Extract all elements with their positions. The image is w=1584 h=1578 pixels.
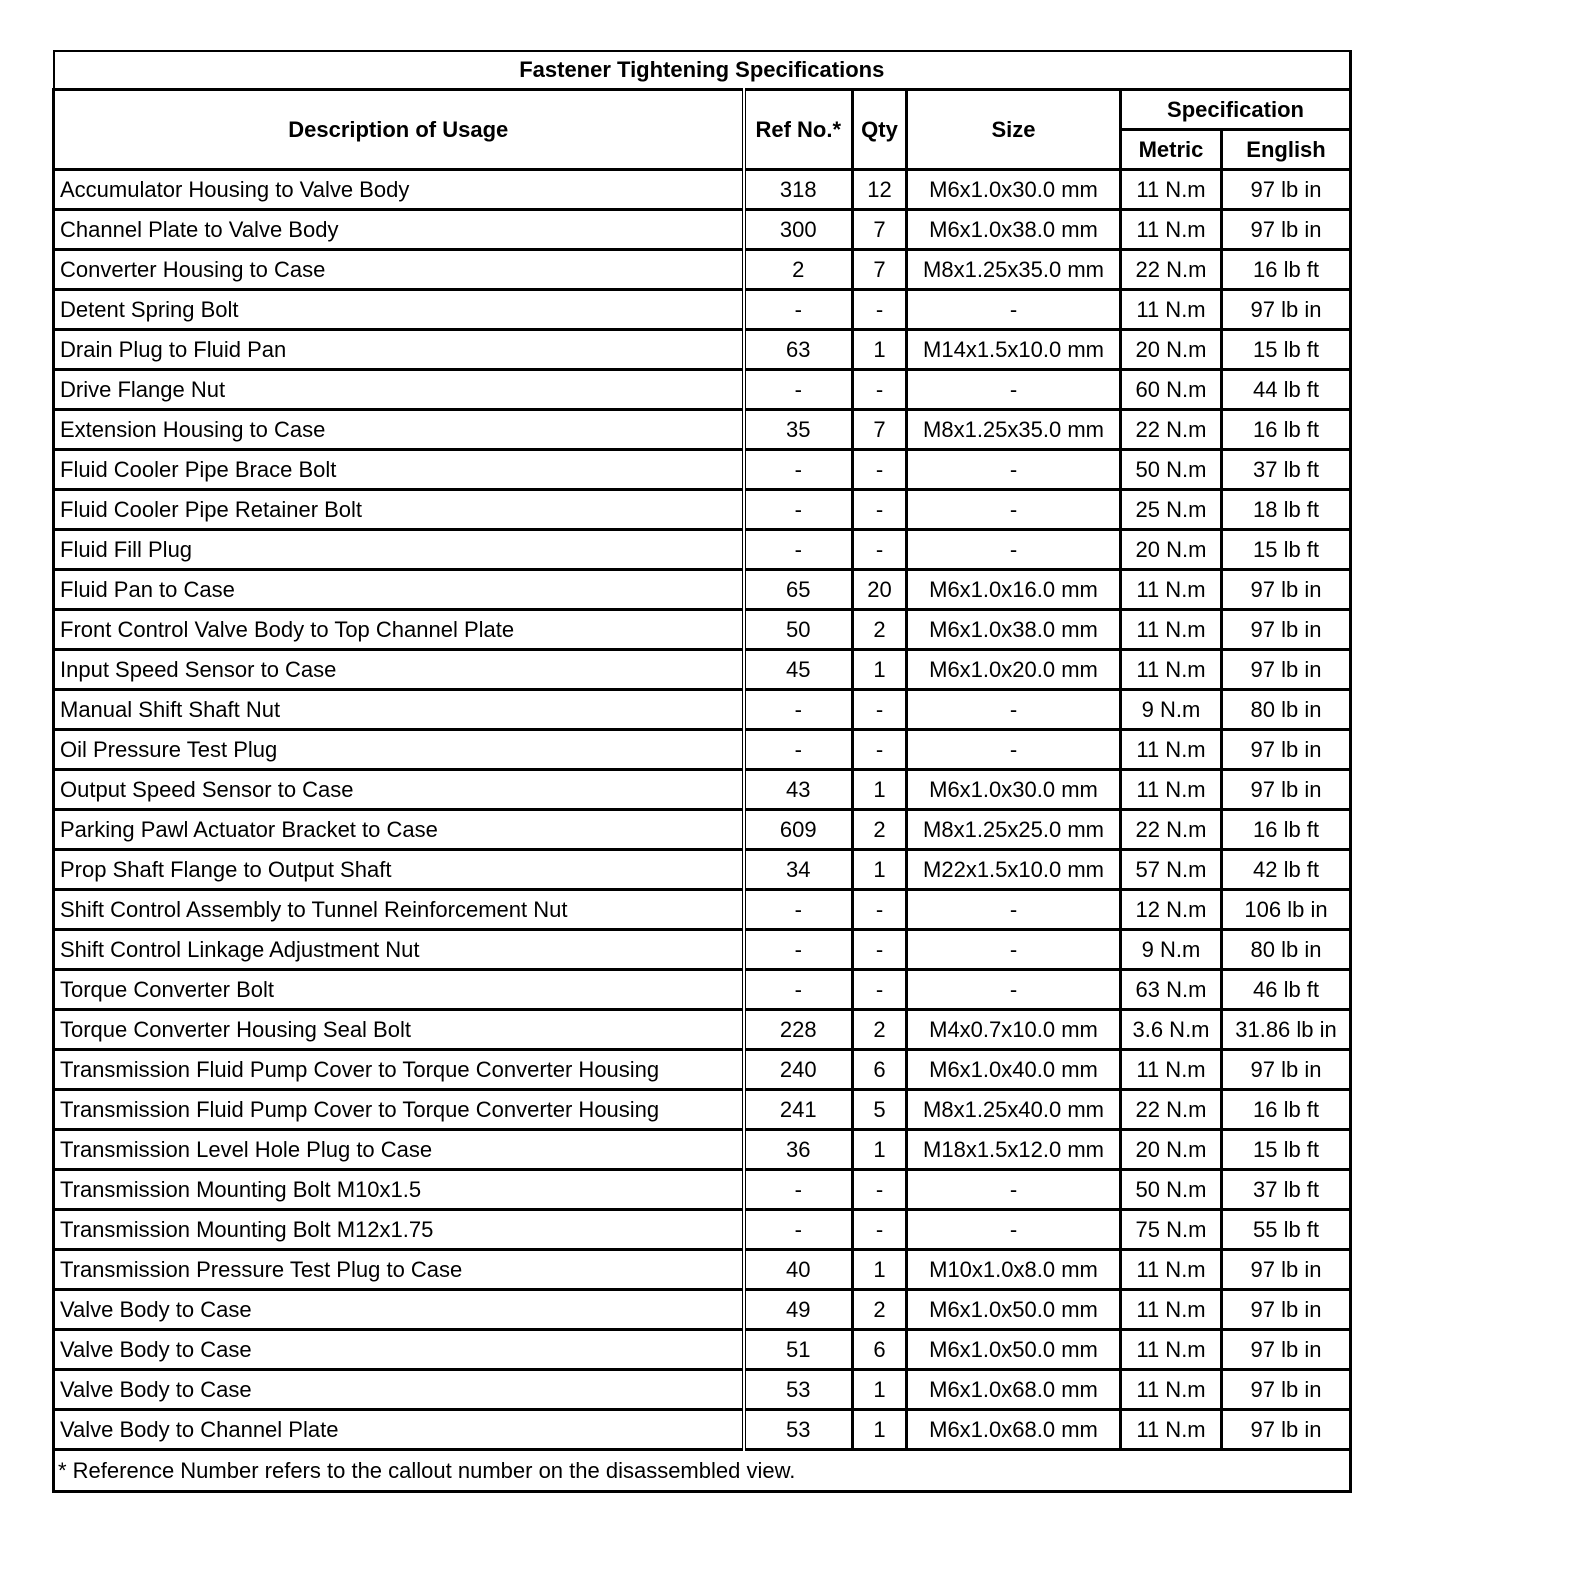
cell-qty: 1 xyxy=(853,1410,907,1450)
cell-qty: 1 xyxy=(853,650,907,690)
cell-description: Drain Plug to Fluid Pan xyxy=(54,330,744,370)
cell-qty: 1 xyxy=(853,1370,907,1410)
cell-description: Channel Plate to Valve Body xyxy=(54,210,744,250)
cell-english: 106 lb in xyxy=(1222,890,1351,930)
table-row xyxy=(54,1170,1351,1210)
cell-english: 15 lb ft xyxy=(1222,530,1351,570)
cell-metric: 20 N.m xyxy=(1121,330,1222,370)
cell-description: Input Speed Sensor to Case xyxy=(54,650,744,690)
cell-ref-no: 65 xyxy=(744,570,853,610)
cell-size: - xyxy=(907,930,1121,970)
table-row xyxy=(54,890,1351,930)
cell-qty: - xyxy=(853,930,907,970)
table-row xyxy=(54,250,1351,290)
cell-size: M6x1.0x38.0 mm xyxy=(907,210,1121,250)
table-row xyxy=(54,1250,1351,1290)
cell-metric: 22 N.m xyxy=(1121,410,1222,450)
cell-description: Transmission Mounting Bolt M12x1.75 xyxy=(54,1210,744,1250)
cell-size: M6x1.0x68.0 mm xyxy=(907,1410,1121,1450)
cell-size: - xyxy=(907,490,1121,530)
cell-english: 16 lb ft xyxy=(1222,410,1351,450)
cell-size: - xyxy=(907,450,1121,490)
table-row xyxy=(54,530,1351,570)
table-title: Fastener Tightening Specifications xyxy=(54,51,1351,90)
cell-description: Shift Control Assembly to Tunnel Reinforcement Nut xyxy=(54,890,744,930)
cell-metric: 25 N.m xyxy=(1121,490,1222,530)
cell-metric: 20 N.m xyxy=(1121,530,1222,570)
cell-description: Front Control Valve Body to Top Channel Plate xyxy=(54,610,744,650)
cell-qty: - xyxy=(853,730,907,770)
header-english: English xyxy=(1222,130,1351,170)
cell-size: - xyxy=(907,1210,1121,1250)
cell-english: 31.86 lb in xyxy=(1222,1010,1351,1050)
cell-qty: 12 xyxy=(853,170,907,210)
cell-english: 97 lb in xyxy=(1222,650,1351,690)
cell-qty: - xyxy=(853,690,907,730)
table-row xyxy=(54,410,1351,450)
cell-ref-no: - xyxy=(744,1210,853,1250)
cell-ref-no: 240 xyxy=(744,1050,853,1090)
cell-size: M8x1.25x40.0 mm xyxy=(907,1090,1121,1130)
cell-ref-no: - xyxy=(744,690,853,730)
cell-english: 97 lb in xyxy=(1222,610,1351,650)
table-row xyxy=(54,370,1351,410)
cell-description: Manual Shift Shaft Nut xyxy=(54,690,744,730)
cell-description: Parking Pawl Actuator Bracket to Case xyxy=(54,810,744,850)
header-description: Description of Usage xyxy=(54,90,744,170)
cell-description: Transmission Fluid Pump Cover to Torque Converter Housing xyxy=(54,1090,744,1130)
cell-ref-no: 43 xyxy=(744,770,853,810)
cell-ref-no: 35 xyxy=(744,410,853,450)
footnote: * Reference Number refers to the callout number on the disassembled view. xyxy=(54,1450,1351,1492)
table-row xyxy=(54,810,1351,850)
cell-qty: - xyxy=(853,530,907,570)
cell-metric: 3.6 N.m xyxy=(1121,1010,1222,1050)
cell-english: 16 lb ft xyxy=(1222,250,1351,290)
cell-metric: 50 N.m xyxy=(1121,450,1222,490)
cell-ref-no: 50 xyxy=(744,610,853,650)
cell-english: 97 lb in xyxy=(1222,770,1351,810)
cell-metric: 11 N.m xyxy=(1121,1410,1222,1450)
cell-description: Shift Control Linkage Adjustment Nut xyxy=(54,930,744,970)
cell-metric: 11 N.m xyxy=(1121,1250,1222,1290)
cell-metric: 11 N.m xyxy=(1121,570,1222,610)
cell-size: M8x1.25x25.0 mm xyxy=(907,810,1121,850)
cell-size: M10x1.0x8.0 mm xyxy=(907,1250,1121,1290)
cell-ref-no: 53 xyxy=(744,1370,853,1410)
cell-qty: 7 xyxy=(853,410,907,450)
cell-english: 55 lb ft xyxy=(1222,1210,1351,1250)
cell-metric: 11 N.m xyxy=(1121,1370,1222,1410)
cell-description: Transmission Mounting Bolt M10x1.5 xyxy=(54,1170,744,1210)
cell-ref-no: 228 xyxy=(744,1010,853,1050)
cell-size: M8x1.25x35.0 mm xyxy=(907,410,1121,450)
cell-description: Fluid Cooler Pipe Retainer Bolt xyxy=(54,490,744,530)
cell-description: Fluid Cooler Pipe Brace Bolt xyxy=(54,450,744,490)
cell-english: 18 lb ft xyxy=(1222,490,1351,530)
table-row xyxy=(54,1410,1351,1450)
cell-size: - xyxy=(907,970,1121,1010)
cell-english: 44 lb ft xyxy=(1222,370,1351,410)
cell-ref-no: - xyxy=(744,290,853,330)
table-row xyxy=(54,1210,1351,1250)
cell-size: - xyxy=(907,690,1121,730)
cell-qty: - xyxy=(853,1170,907,1210)
table-row xyxy=(54,290,1351,330)
cell-description: Valve Body to Case xyxy=(54,1370,744,1410)
cell-qty: - xyxy=(853,890,907,930)
header-metric: Metric xyxy=(1121,130,1222,170)
cell-english: 97 lb in xyxy=(1222,1250,1351,1290)
cell-qty: - xyxy=(853,490,907,530)
cell-ref-no: - xyxy=(744,490,853,530)
cell-size: - xyxy=(907,290,1121,330)
cell-ref-no: 40 xyxy=(744,1250,853,1290)
table-row xyxy=(54,770,1351,810)
cell-qty: 7 xyxy=(853,250,907,290)
cell-qty: - xyxy=(853,1210,907,1250)
cell-qty: 2 xyxy=(853,1010,907,1050)
cell-size: - xyxy=(907,530,1121,570)
cell-description: Transmission Fluid Pump Cover to Torque Converter Housing xyxy=(54,1050,744,1090)
cell-qty: 6 xyxy=(853,1330,907,1370)
cell-size: M6x1.0x50.0 mm xyxy=(907,1290,1121,1330)
cell-english: 16 lb ft xyxy=(1222,1090,1351,1130)
cell-metric: 60 N.m xyxy=(1121,370,1222,410)
cell-metric: 22 N.m xyxy=(1121,1090,1222,1130)
cell-qty: - xyxy=(853,370,907,410)
cell-qty: - xyxy=(853,970,907,1010)
cell-ref-no: 45 xyxy=(744,650,853,690)
cell-description: Detent Spring Bolt xyxy=(54,290,744,330)
cell-qty: 6 xyxy=(853,1050,907,1090)
table-row xyxy=(54,170,1351,210)
table-row xyxy=(54,450,1351,490)
table-row xyxy=(54,1130,1351,1170)
cell-size: M6x1.0x68.0 mm xyxy=(907,1370,1121,1410)
header-size: Size xyxy=(907,90,1121,170)
cell-metric: 11 N.m xyxy=(1121,1330,1222,1370)
cell-description: Drive Flange Nut xyxy=(54,370,744,410)
cell-ref-no: 53 xyxy=(744,1410,853,1450)
cell-english: 97 lb in xyxy=(1222,170,1351,210)
cell-metric: 22 N.m xyxy=(1121,250,1222,290)
cell-size: - xyxy=(907,370,1121,410)
table-row xyxy=(54,1090,1351,1130)
cell-size: M6x1.0x20.0 mm xyxy=(907,650,1121,690)
cell-metric: 11 N.m xyxy=(1121,730,1222,770)
cell-size: M6x1.0x30.0 mm xyxy=(907,170,1121,210)
table-row xyxy=(54,1330,1351,1370)
cell-ref-no: 609 xyxy=(744,810,853,850)
cell-description: Valve Body to Case xyxy=(54,1330,744,1370)
cell-description: Torque Converter Housing Seal Bolt xyxy=(54,1010,744,1050)
table-row xyxy=(54,850,1351,890)
cell-metric: 11 N.m xyxy=(1121,210,1222,250)
cell-qty: - xyxy=(853,290,907,330)
cell-english: 97 lb in xyxy=(1222,1410,1351,1450)
cell-metric: 11 N.m xyxy=(1121,610,1222,650)
cell-ref-no: - xyxy=(744,450,853,490)
fastener-spec-table xyxy=(52,50,1352,1493)
table-row xyxy=(54,930,1351,970)
header-ref-no: Ref No.* xyxy=(744,90,853,170)
cell-size: M6x1.0x16.0 mm xyxy=(907,570,1121,610)
cell-metric: 12 N.m xyxy=(1121,890,1222,930)
table-row xyxy=(54,330,1351,370)
cell-description: Output Speed Sensor to Case xyxy=(54,770,744,810)
cell-english: 80 lb in xyxy=(1222,690,1351,730)
cell-ref-no: - xyxy=(744,370,853,410)
table-row xyxy=(54,570,1351,610)
cell-size: M22x1.5x10.0 mm xyxy=(907,850,1121,890)
cell-ref-no: - xyxy=(744,1170,853,1210)
cell-ref-no: 318 xyxy=(744,170,853,210)
cell-metric: 11 N.m xyxy=(1121,290,1222,330)
cell-description: Fluid Pan to Case xyxy=(54,570,744,610)
cell-ref-no: 34 xyxy=(744,850,853,890)
cell-ref-no: 63 xyxy=(744,330,853,370)
cell-english: 97 lb in xyxy=(1222,1290,1351,1330)
cell-ref-no: 49 xyxy=(744,1290,853,1330)
cell-description: Extension Housing to Case xyxy=(54,410,744,450)
cell-english: 97 lb in xyxy=(1222,1370,1351,1410)
cell-qty: - xyxy=(853,450,907,490)
cell-metric: 20 N.m xyxy=(1121,1130,1222,1170)
cell-qty: 7 xyxy=(853,210,907,250)
table-body xyxy=(54,170,1351,1450)
cell-english: 16 lb ft xyxy=(1222,810,1351,850)
cell-english: 97 lb in xyxy=(1222,1050,1351,1090)
cell-english: 15 lb ft xyxy=(1222,1130,1351,1170)
cell-qty: 1 xyxy=(853,770,907,810)
cell-english: 97 lb in xyxy=(1222,730,1351,770)
cell-ref-no: 2 xyxy=(744,250,853,290)
cell-ref-no: - xyxy=(744,930,853,970)
cell-size: M6x1.0x40.0 mm xyxy=(907,1050,1121,1090)
cell-size: M8x1.25x35.0 mm xyxy=(907,250,1121,290)
cell-ref-no: 36 xyxy=(744,1130,853,1170)
cell-metric: 11 N.m xyxy=(1121,1290,1222,1330)
table-row xyxy=(54,490,1351,530)
table-row xyxy=(54,1050,1351,1090)
cell-metric: 11 N.m xyxy=(1121,1050,1222,1090)
cell-size: - xyxy=(907,890,1121,930)
cell-size: - xyxy=(907,730,1121,770)
table-row xyxy=(54,970,1351,1010)
cell-english: 37 lb ft xyxy=(1222,450,1351,490)
header-qty: Qty xyxy=(853,90,907,170)
cell-qty: 1 xyxy=(853,330,907,370)
cell-metric: 11 N.m xyxy=(1121,770,1222,810)
cell-metric: 11 N.m xyxy=(1121,170,1222,210)
cell-english: 15 lb ft xyxy=(1222,330,1351,370)
cell-description: Prop Shaft Flange to Output Shaft xyxy=(54,850,744,890)
cell-metric: 57 N.m xyxy=(1121,850,1222,890)
cell-ref-no: - xyxy=(744,890,853,930)
cell-ref-no: - xyxy=(744,730,853,770)
cell-metric: 9 N.m xyxy=(1121,690,1222,730)
cell-qty: 2 xyxy=(853,610,907,650)
cell-english: 37 lb ft xyxy=(1222,1170,1351,1210)
cell-qty: 20 xyxy=(853,570,907,610)
cell-metric: 9 N.m xyxy=(1121,930,1222,970)
cell-size: M6x1.0x50.0 mm xyxy=(907,1330,1121,1370)
table-row xyxy=(54,1010,1351,1050)
cell-ref-no: 300 xyxy=(744,210,853,250)
table-row xyxy=(54,210,1351,250)
cell-english: 97 lb in xyxy=(1222,1330,1351,1370)
table-row xyxy=(54,1370,1351,1410)
cell-size: M6x1.0x30.0 mm xyxy=(907,770,1121,810)
cell-description: Torque Converter Bolt xyxy=(54,970,744,1010)
header-specification: Specification xyxy=(1121,90,1351,130)
cell-size: M14x1.5x10.0 mm xyxy=(907,330,1121,370)
cell-description: Transmission Pressure Test Plug to Case xyxy=(54,1250,744,1290)
cell-english: 80 lb in xyxy=(1222,930,1351,970)
cell-english: 97 lb in xyxy=(1222,570,1351,610)
cell-qty: 2 xyxy=(853,810,907,850)
cell-english: 97 lb in xyxy=(1222,290,1351,330)
cell-ref-no: - xyxy=(744,970,853,1010)
cell-description: Converter Housing to Case xyxy=(54,250,744,290)
cell-english: 42 lb ft xyxy=(1222,850,1351,890)
cell-qty: 1 xyxy=(853,850,907,890)
cell-size: M18x1.5x12.0 mm xyxy=(907,1130,1121,1170)
table-row xyxy=(54,730,1351,770)
cell-description: Fluid Fill Plug xyxy=(54,530,744,570)
cell-metric: 22 N.m xyxy=(1121,810,1222,850)
table-row xyxy=(54,690,1351,730)
cell-ref-no: - xyxy=(744,530,853,570)
cell-metric: 75 N.m xyxy=(1121,1210,1222,1250)
table-row xyxy=(54,1290,1351,1330)
cell-description: Valve Body to Channel Plate xyxy=(54,1410,744,1450)
cell-description: Valve Body to Case xyxy=(54,1290,744,1330)
table-row xyxy=(54,610,1351,650)
cell-metric: 50 N.m xyxy=(1121,1170,1222,1210)
cell-description: Accumulator Housing to Valve Body xyxy=(54,170,744,210)
table-row xyxy=(54,650,1351,690)
cell-qty: 1 xyxy=(853,1130,907,1170)
cell-english: 97 lb in xyxy=(1222,210,1351,250)
cell-description: Transmission Level Hole Plug to Case xyxy=(54,1130,744,1170)
cell-metric: 63 N.m xyxy=(1121,970,1222,1010)
cell-english: 46 lb ft xyxy=(1222,970,1351,1010)
cell-description: Oil Pressure Test Plug xyxy=(54,730,744,770)
cell-size: M4x0.7x10.0 mm xyxy=(907,1010,1121,1050)
cell-qty: 2 xyxy=(853,1290,907,1330)
cell-ref-no: 51 xyxy=(744,1330,853,1370)
cell-metric: 11 N.m xyxy=(1121,650,1222,690)
cell-ref-no: 241 xyxy=(744,1090,853,1130)
cell-size: M6x1.0x38.0 mm xyxy=(907,610,1121,650)
cell-qty: 1 xyxy=(853,1250,907,1290)
cell-size: - xyxy=(907,1170,1121,1210)
cell-qty: 5 xyxy=(853,1090,907,1130)
